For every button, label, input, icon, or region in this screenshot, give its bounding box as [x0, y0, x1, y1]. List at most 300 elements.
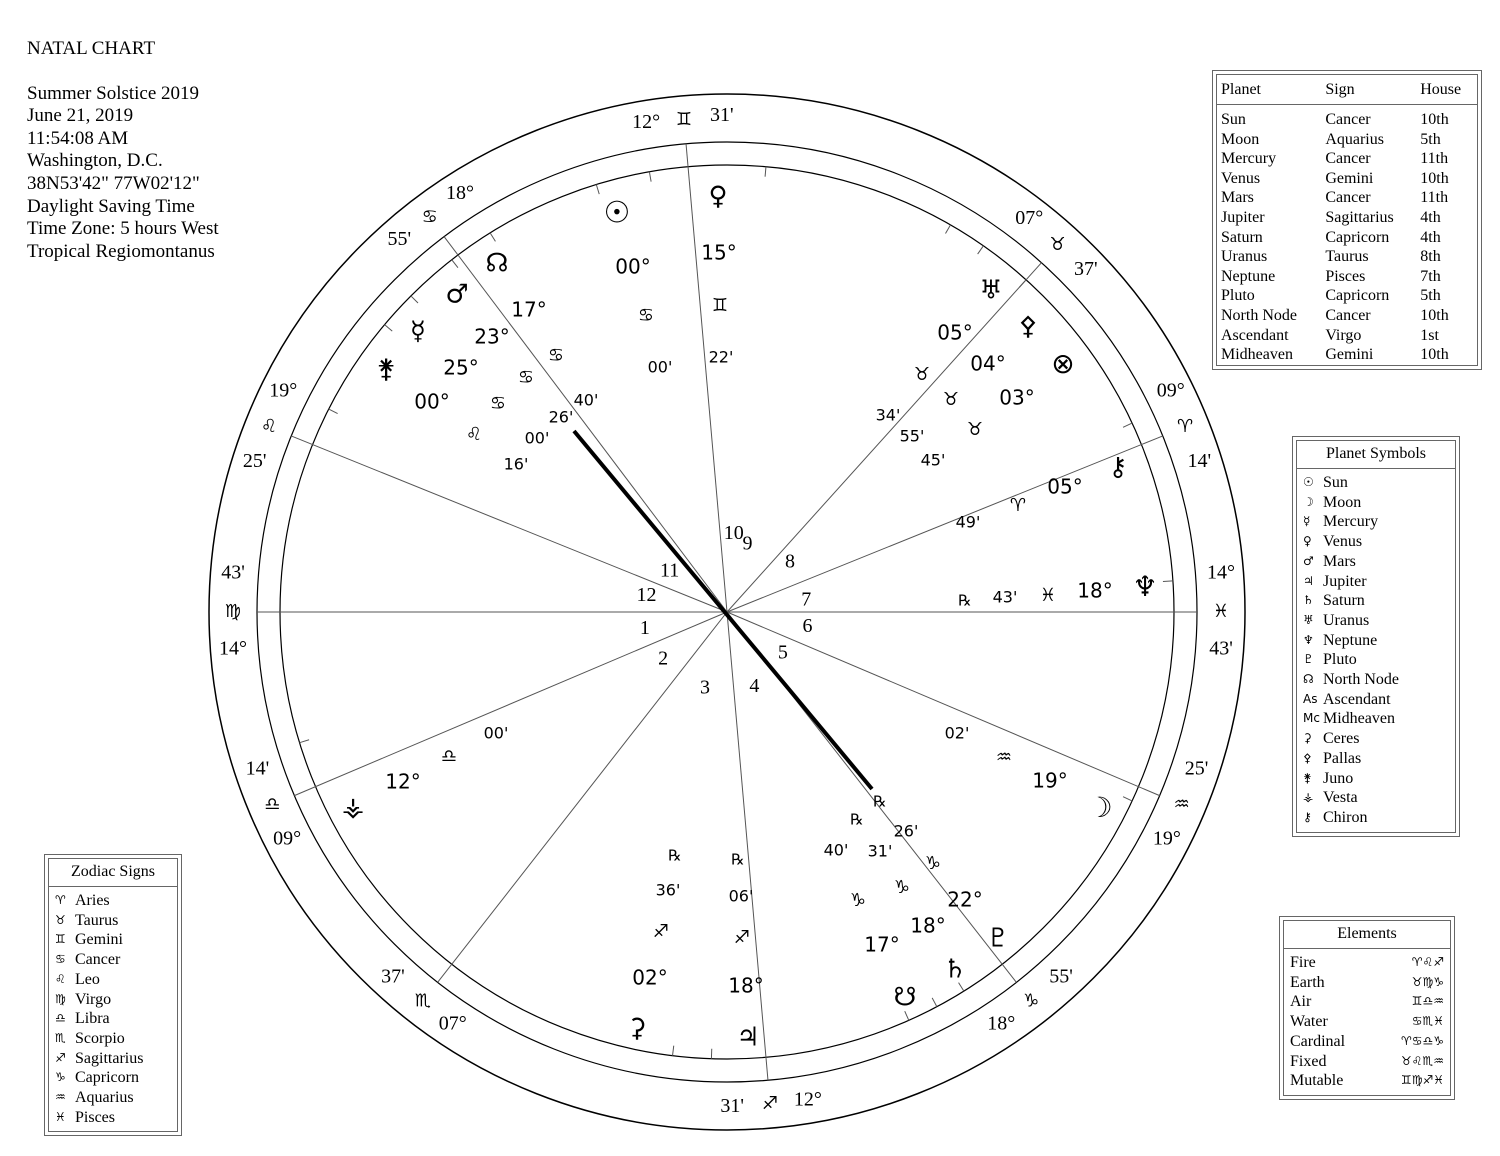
list-item — [1303, 749, 1449, 769]
ceres-retrograde-icon: ℞ — [668, 846, 682, 865]
cusp-house-12-sign-icon: ♌ — [260, 415, 278, 437]
libra-icon: ♎ — [55, 1011, 66, 1026]
neptune-retrograde-icon: ℞ — [958, 591, 972, 610]
uranus-degree: 05° — [937, 320, 973, 345]
list-item — [55, 1049, 171, 1069]
cusp-descendant-sign-icon: ♓ — [1212, 601, 1230, 622]
list-item-label: Taurus — [75, 911, 119, 929]
uranus-icon: ♅ — [1303, 612, 1314, 627]
list-item-label: Venus — [1323, 533, 1363, 551]
list-item — [55, 911, 171, 931]
cusp-house-11-degree: 55' — [387, 227, 412, 250]
list-item — [55, 990, 171, 1010]
planet-table-grid — [1217, 75, 1477, 365]
cusp-house-2-minutes: 14' — [245, 757, 270, 780]
list-item — [1303, 572, 1449, 592]
juno-sign-leo-icon: ♌ — [465, 424, 483, 445]
list-item — [55, 1108, 171, 1128]
south-node-minutes: 40' — [823, 840, 849, 860]
planet-tick — [300, 740, 310, 743]
uranus-minutes: 34' — [875, 405, 901, 425]
cusp-house-3-sign-icon: ♏ — [414, 990, 431, 1012]
ascendant-icon: As — [1303, 691, 1318, 706]
vesta-sign-libra-icon: ♎ — [440, 746, 458, 767]
pluto-minutes: 26' — [893, 821, 919, 841]
cusp-house-8-sign-icon: ♈ — [1176, 415, 1194, 437]
planet-tick — [765, 167, 766, 177]
list-item — [1303, 670, 1449, 690]
list-item-label: Libra — [75, 1010, 110, 1028]
cusp-house-2-degree: 09° — [273, 827, 302, 850]
planet-tick — [329, 409, 338, 414]
sign-cell: Pisces — [1325, 267, 1366, 285]
planet-tick — [596, 185, 599, 195]
saturn-sign-capricorn-icon: ♑ — [893, 877, 911, 898]
moon-icon: ☽ — [1303, 494, 1314, 509]
part-of-fortune-sign-taurus-icon: ♉ — [966, 419, 984, 440]
zodiac-signs-legend — [44, 854, 182, 1136]
list-item — [1303, 729, 1449, 749]
list-item-label: Midheaven — [1323, 710, 1395, 728]
pisces-icon: ♓ — [55, 1109, 66, 1124]
table-row — [1217, 105, 1477, 130]
cusp-house-12-degree: 25' — [242, 449, 267, 472]
pluto-icon: ♇ — [986, 923, 1010, 954]
house-number-11: 11 — [660, 559, 680, 582]
cusp-descendant-minutes: 43' — [1209, 637, 1233, 660]
cusp-ascendant-sign-icon: ♍ — [224, 601, 242, 622]
cusp-house-9-minutes: 37' — [1073, 257, 1098, 280]
moon-sign-aquarius-icon: ♒ — [995, 747, 1013, 768]
planet-symbols-legend — [1292, 436, 1460, 837]
cusp-ascendant-degree: 14° — [219, 637, 247, 660]
juno-minutes: 16' — [503, 454, 529, 474]
pallas-minutes: 55' — [899, 426, 925, 446]
pluto-degree: 22° — [947, 887, 983, 912]
element-label: Cardinal — [1290, 1032, 1346, 1050]
sign-cell: Taurus — [1325, 248, 1369, 266]
list-item — [1303, 650, 1449, 670]
cusp-ic-sign-icon: ♐ — [761, 1093, 779, 1115]
juno-icon: ⚵ — [1303, 770, 1312, 785]
chiron-sign-aries-icon: ♈ — [1009, 495, 1027, 516]
element-signs: ♊♎♒ — [1411, 994, 1444, 1009]
house-number-2: 2 — [658, 647, 669, 670]
house-cusp-line — [444, 237, 727, 612]
table-row — [1217, 247, 1477, 267]
part-of-fortune-icon: ⊗ — [1051, 347, 1075, 380]
list-item — [1303, 552, 1449, 572]
cusp-mc-degree: 12° — [632, 110, 661, 133]
element-label: Fixed — [1290, 1052, 1327, 1070]
ceres-minutes: 36' — [655, 880, 681, 900]
planet-tick — [411, 296, 418, 303]
planet-tick — [905, 1011, 909, 1020]
list-item — [1303, 631, 1449, 651]
element-signs: ♊♍♐♓ — [1400, 1073, 1444, 1088]
mercury-icon: ☿ — [410, 316, 426, 347]
list-item-label: Mars — [1323, 552, 1356, 570]
planet-cell: Sun — [1221, 111, 1246, 128]
house-number-1: 1 — [639, 617, 650, 640]
saturn-degree: 18° — [910, 913, 946, 938]
planet-cell: Pluto — [1221, 287, 1255, 305]
house-cell: 10th — [1420, 111, 1449, 128]
cusp-house-2-sign-icon: ♎ — [264, 794, 281, 816]
uranus-sign-taurus-icon: ♉ — [913, 364, 931, 385]
list-item — [1303, 788, 1449, 808]
vesta-icon: ⚶ — [341, 792, 365, 823]
house-number-12: 12 — [636, 583, 657, 606]
list-item-label: Vesta — [1323, 789, 1358, 807]
mercury-degree: 25° — [443, 355, 479, 380]
table-row — [1217, 306, 1477, 326]
jupiter-retrograde-icon: ℞ — [731, 850, 745, 869]
pluto-sign-capricorn-icon: ♑ — [924, 853, 942, 874]
list-item-label: Uranus — [1323, 611, 1370, 629]
element-signs: ♈♌♐ — [1411, 955, 1444, 969]
jupiter-degree: 18° — [728, 973, 764, 998]
list-item — [1303, 532, 1449, 552]
list-item-label: Pisces — [75, 1108, 115, 1126]
table-row — [1217, 326, 1477, 346]
aquarius-icon: ♒ — [55, 1090, 66, 1105]
list-item — [1290, 1012, 1444, 1032]
mars-degree: 23° — [474, 324, 510, 349]
info-line-place: Washington, D.C. — [27, 150, 163, 172]
list-item — [1303, 591, 1449, 611]
sign-cell: Virgo — [1325, 326, 1362, 344]
cusp-house-5-sign-icon: ♑ — [1023, 990, 1040, 1012]
venus-minutes: 22' — [708, 347, 734, 367]
planet-tick — [490, 233, 495, 241]
list-item-label: Chiron — [1323, 808, 1368, 826]
venus-sign-gemini-icon: ♊ — [711, 295, 729, 316]
house-cusp-line — [727, 263, 1041, 612]
elements-title: Elements — [1284, 921, 1450, 949]
list-item — [55, 891, 171, 911]
pallas-icon: ⚴ — [1303, 750, 1312, 765]
info-line-dst: Daylight Saving Time — [27, 195, 195, 217]
ceres-icon: ⚳ — [1303, 731, 1312, 746]
pallas-sign-taurus-icon: ♉ — [942, 389, 960, 410]
midheaven-icon: Mc — [1303, 711, 1320, 726]
list-item-label: Pluto — [1323, 651, 1357, 669]
list-item — [1290, 992, 1444, 1012]
house-number-3: 3 — [699, 676, 710, 699]
sun-icon: ☉ — [1303, 475, 1314, 489]
list-item-label: Neptune — [1323, 631, 1378, 649]
virgo-icon: ♍ — [55, 991, 66, 1006]
list-item — [1290, 1071, 1444, 1091]
list-item-label: Scorpio — [75, 1029, 125, 1047]
south-node-degree: 17° — [864, 932, 900, 957]
list-item-label: Mercury — [1323, 513, 1379, 531]
house-cell: 10th — [1420, 306, 1449, 324]
sagittarius-icon: ♐ — [55, 1050, 66, 1065]
cusp-ic-minutes: 31' — [720, 1095, 745, 1118]
planet-column-header: Planet — [1217, 75, 1321, 105]
cusp-house-8-minutes: 14' — [1187, 449, 1212, 472]
cusp-house-9-degree: 07° — [1015, 207, 1044, 230]
sun-minutes: 00' — [647, 357, 673, 377]
cusp-house-6-degree: 25' — [1184, 757, 1209, 780]
list-item-label: Moon — [1323, 493, 1362, 511]
house-cell: 8th — [1420, 248, 1441, 266]
pluto-retrograde-icon: ℞ — [873, 792, 887, 811]
cusp-house-3-minutes: 37' — [381, 965, 405, 988]
planet-cell: Uranus — [1221, 248, 1268, 266]
list-item — [55, 930, 171, 950]
list-item-label: Ascendant — [1323, 690, 1391, 708]
planet-tick — [649, 172, 651, 182]
list-item — [55, 1088, 171, 1108]
element-label: Air — [1290, 993, 1312, 1011]
planet-tick — [1123, 423, 1132, 427]
element-label: Water — [1290, 1013, 1328, 1031]
cusp-house-3-degree: 07° — [438, 1012, 467, 1035]
info-line-coordinates: 38N53'42" 77W02'12" — [27, 172, 200, 194]
jupiter-sign-sagittarius-icon: ♐ — [733, 927, 751, 948]
sun-degree: 00° — [615, 254, 651, 279]
south-node-sign-capricorn-icon: ♑ — [849, 890, 867, 911]
table-row — [1217, 208, 1477, 228]
moon-icon: ☽ — [1087, 791, 1113, 824]
saturn-icon: ♄ — [943, 954, 967, 985]
pallas-degree: 04° — [970, 351, 1006, 376]
house-number-7: 7 — [801, 588, 812, 611]
list-item-label: Virgo — [75, 990, 112, 1008]
sign-cell: Cancer — [1325, 306, 1371, 324]
sign-cell: Capricorn — [1325, 228, 1390, 246]
cusp-house-9-sign-icon: ♉ — [1049, 233, 1066, 255]
mars-minutes: 26' — [548, 407, 574, 427]
list-item — [1303, 512, 1449, 532]
chiron-icon: ⚷ — [1303, 809, 1312, 824]
house-cusp-line — [727, 612, 768, 1080]
planet-cell: Mars — [1221, 189, 1254, 207]
planet-symbols-title: Planet Symbols — [1297, 441, 1455, 469]
list-item — [1290, 973, 1444, 993]
list-item — [1303, 493, 1449, 513]
cusp-house-6-sign-icon: ♒ — [1173, 794, 1190, 816]
house-cell: 11th — [1420, 150, 1449, 168]
moon-minutes: 02' — [944, 723, 970, 743]
sign-cell: Cancer — [1325, 189, 1371, 207]
list-item-label: Saturn — [1323, 592, 1365, 610]
house-number-8: 8 — [785, 550, 796, 573]
sign-cell: Aquarius — [1325, 130, 1384, 148]
element-signs: ♈♋♎♑ — [1400, 1033, 1444, 1048]
north-node-icon: ☊ — [1303, 672, 1314, 687]
house-cell: 4th — [1420, 228, 1441, 246]
planet-tick — [673, 1046, 674, 1056]
ceres-icon: ⚳ — [627, 1013, 647, 1044]
house-cell: 10th — [1420, 346, 1449, 364]
table-row — [1217, 130, 1477, 150]
element-signs: ♋♏♓ — [1411, 1014, 1444, 1029]
planet-cell: Venus — [1221, 169, 1261, 187]
cusp-ascendant-minutes: 43' — [221, 561, 245, 584]
sign-cell: Cancer — [1325, 150, 1371, 168]
cusp-house-6-minutes: 19° — [1152, 827, 1181, 850]
table-row — [1217, 149, 1477, 169]
cusp-house-12-minutes: 19° — [269, 379, 298, 402]
list-item-label: Jupiter — [1323, 572, 1367, 590]
house-cell: 7th — [1420, 267, 1441, 285]
planet-tick — [932, 998, 937, 1007]
house-number-4: 4 — [749, 674, 760, 697]
ceres-sign-sagittarius-icon: ♐ — [652, 921, 670, 942]
uranus-icon: ♅ — [979, 275, 1003, 306]
sign-cell: Gemini — [1325, 169, 1374, 187]
mercury-icon: ☿ — [1303, 514, 1311, 529]
element-label: Mutable — [1290, 1072, 1344, 1090]
neptune-icon: ♆ — [1132, 570, 1158, 603]
planet-cell: Saturn — [1221, 228, 1263, 246]
list-item-label: Cancer — [75, 951, 121, 969]
table-row — [1217, 286, 1477, 306]
house-cusp-line — [438, 612, 727, 982]
cusp-house-11-minutes: 18° — [446, 182, 475, 205]
juno-icon: ⚵ — [376, 354, 396, 385]
neptune-degree: 18° — [1077, 578, 1113, 603]
sign-column-header: Sign — [1321, 75, 1416, 105]
sign-cell: Capricorn — [1325, 287, 1390, 305]
planet-tick — [1123, 797, 1132, 801]
info-line-date: June 21, 2019 — [27, 105, 134, 127]
jupiter-icon: ♃ — [1303, 573, 1314, 588]
list-item — [1303, 690, 1449, 710]
list-item-label: Aries — [75, 892, 110, 909]
house-cell: 1st — [1420, 326, 1439, 344]
vesta-degree: 12° — [385, 769, 421, 794]
cusp-mc-sign-icon: ♊ — [675, 108, 693, 130]
cancer-icon: ♋ — [55, 952, 66, 967]
element-signs: ♉♌♏♒ — [1400, 1053, 1444, 1068]
south-node-icon: ☋ — [893, 982, 917, 1013]
house-cusp-line — [294, 612, 727, 796]
list-item — [1303, 611, 1449, 631]
house-column-header: House — [1416, 75, 1477, 105]
house-cell: 4th — [1420, 208, 1441, 226]
planet-tick — [385, 325, 393, 331]
planet-cell: North Node — [1221, 306, 1297, 324]
house-cell: 5th — [1420, 287, 1441, 305]
mars-icon: ♂ — [1303, 553, 1314, 568]
planet-cell: Jupiter — [1221, 208, 1265, 226]
cusp-house-5-minutes: 18° — [987, 1012, 1016, 1035]
planet-cell: Moon — [1221, 130, 1260, 148]
cusp-house-8-degree: 09° — [1156, 379, 1185, 402]
venus-icon: ♀ — [1303, 534, 1312, 549]
mars-sign-cancer-icon: ♋ — [517, 367, 535, 388]
list-item — [1290, 953, 1444, 973]
moon-degree: 19° — [1032, 768, 1068, 793]
part-of-fortune-degree: 03° — [999, 385, 1035, 410]
chiron-minutes: 49' — [955, 512, 981, 532]
list-item — [1303, 473, 1449, 493]
saturn-minutes: 31' — [867, 841, 893, 861]
planet-cell: Ascendant — [1221, 326, 1289, 344]
jupiter-minutes: 06' — [728, 886, 754, 906]
neptune-minutes: 43' — [992, 587, 1018, 607]
table-row — [1217, 228, 1477, 248]
chart-title: NATAL CHART — [27, 38, 156, 59]
list-item — [1303, 808, 1449, 828]
element-signs: ♉♍♑ — [1411, 974, 1444, 989]
element-label: Fire — [1290, 954, 1316, 971]
mercury-minutes: 00' — [524, 428, 550, 448]
vesta-icon: ⚶ — [1303, 790, 1314, 805]
elements-legend — [1279, 916, 1455, 1100]
list-item-label: Capricorn — [75, 1069, 139, 1087]
planet-table — [1212, 70, 1482, 370]
info-line-house-system: Tropical Regiomontanus — [27, 240, 215, 262]
part-of-fortune-minutes: 45' — [920, 450, 946, 470]
house-number-5: 5 — [777, 641, 788, 664]
planet-cell: Midheaven — [1221, 346, 1293, 364]
cusp-house-11-sign-icon: ♋ — [421, 206, 438, 228]
planet-cell: Neptune — [1221, 267, 1276, 285]
list-item-label: Sagittarius — [75, 1049, 144, 1067]
list-item-label: Pallas — [1323, 749, 1362, 767]
sign-cell: Cancer — [1325, 111, 1371, 128]
aries-icon: ♈ — [55, 893, 66, 907]
list-item-label: Ceres — [1323, 730, 1360, 748]
house-number-6: 6 — [802, 615, 813, 638]
neptune-sign-pisces-icon: ♓ — [1039, 585, 1057, 606]
ceres-degree: 02° — [632, 965, 668, 990]
north-node-icon: ☊ — [485, 248, 509, 279]
north-node-degree: 17° — [511, 297, 547, 322]
table-row — [1217, 345, 1477, 365]
info-line-time: 11:54:08 AM — [27, 127, 129, 149]
list-item — [55, 970, 171, 990]
house-cusp-line — [727, 612, 1160, 796]
pluto-icon: ♇ — [1303, 652, 1314, 667]
list-item-label: Sun — [1323, 474, 1348, 491]
capricorn-icon: ♑ — [55, 1070, 66, 1085]
cusp-house-5-degree: 55' — [1049, 965, 1073, 988]
gemini-icon: ♊ — [55, 932, 66, 947]
planet-tick — [1019, 280, 1026, 287]
mercury-sign-cancer-icon: ♋ — [489, 393, 507, 414]
sun-icon: ☉ — [603, 195, 631, 231]
list-item — [1290, 1032, 1444, 1052]
list-item — [55, 950, 171, 970]
venus-degree: 15° — [701, 240, 737, 265]
aspect-line — [574, 431, 872, 789]
mars-icon: ♂ — [445, 279, 469, 310]
list-item-label: Juno — [1323, 769, 1354, 787]
cusp-mc-minutes: 31' — [709, 104, 734, 127]
juno-degree: 00° — [414, 389, 450, 414]
planet-tick — [452, 260, 458, 268]
house-cell: 5th — [1420, 130, 1441, 148]
scorpio-icon: ♏ — [55, 1030, 66, 1045]
sign-cell: Sagittarius — [1325, 208, 1394, 226]
vesta-minutes: 00' — [483, 723, 509, 743]
house-number-10: 10 — [723, 521, 744, 544]
sun-sign-cancer-icon: ♋ — [637, 305, 655, 326]
saturn-retrograde-icon: ℞ — [850, 810, 864, 829]
cusp-ic-degree: 12° — [793, 1088, 822, 1111]
list-item — [1303, 709, 1449, 729]
zodiac-signs-title: Zodiac Signs — [49, 859, 177, 887]
planet-tick — [946, 225, 951, 234]
list-item-label: Aquarius — [75, 1089, 134, 1107]
